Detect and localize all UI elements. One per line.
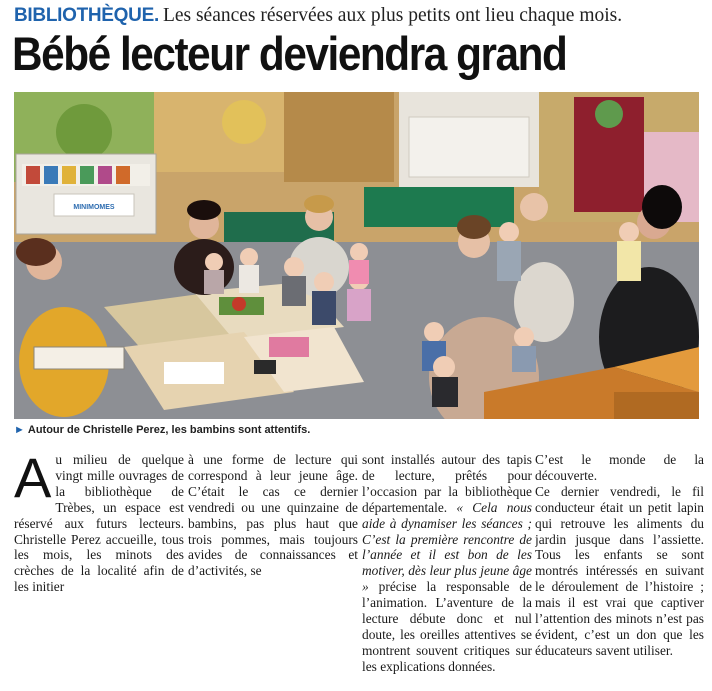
banner-label: MINIMOMES [73,204,115,211]
article-column-1 [14,452,184,688]
article-body [14,452,704,688]
photo-caption [14,424,704,440]
column-3-quote: « Cela nous aide à dynamiser les séances ; C’est la première rencontre de l’année et il est bon de les motiver, dès leur plus jeune âge » [362,499,532,595]
article-column-2 [188,452,358,688]
photo-illustration [14,92,699,419]
column-1-text: u milieu de quelque vingt mille ouvrages de la bibliothèque de Trèbes, un espace est réservé aux futurs lecteurs. Christelle Perez accueille, tous les mois, les minots des crèches de la localité afin de les initier [14,452,184,595]
headline: Bébé lecteur deviendra grand [12,27,567,80]
section-kicker: BIBLIOTHÈQUE. [14,5,159,26]
column-4-text-a: C’est le monde de la découverte. [535,452,704,483]
dropcap: A [14,452,52,509]
article-photo [14,92,699,419]
article-column-3 [362,452,532,688]
column-3-text-b: précise la responsable de l’animation. L’aventure de la lecture débute donc et nul doute, les oreilles attentives se montrent souvent critiques sur les explications données. [362,579,532,674]
column-4-text-b: Ce dernier vendredi, le fil conducteur était un petit lapin qui retrouve les aliments du jardin jusque dans l’assiette. Tous les enfants se sont montrés intéressés en suivant le déroulement de l’histoire ; mais il est vrai que captiver l’attention des minots n’est pas évident, c’est un don que les éducateurs savent utiliser. [535,483,704,658]
caption-text: Autour de Christelle Perez, les bambins sont attentifs. [27,424,311,436]
article-column-4 [535,452,704,688]
deck: Les séances réservées aux plus petits ont lieu chaque mois. [162,5,623,26]
column-2-text: à une forme de lecture qui correspond à leur jeune âge. C’était le cas ce dernier vendredi ou une quinzaine de bambins, pas plus haut que trois pommes, mais toujours avides de connaissances et d’activités, se [188,452,358,579]
column-3-text-a: sont installés autour des tapis de lecture, prêtés pour l’occasion par la bibliothèque départementale. [362,452,532,515]
caption-arrow-icon: ► [14,424,25,436]
